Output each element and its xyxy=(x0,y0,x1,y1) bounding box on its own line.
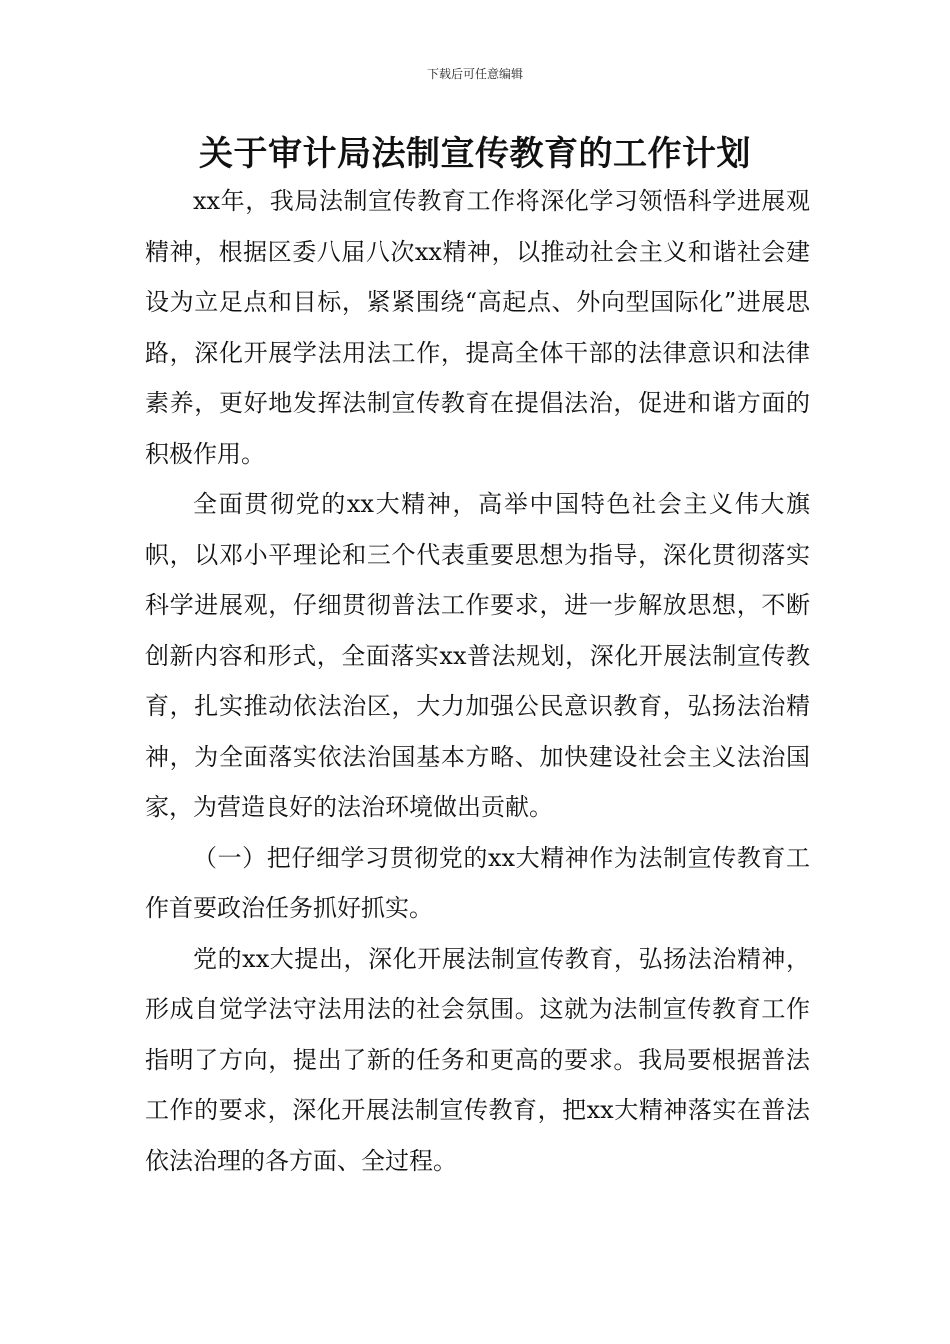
paragraph-guiding-principle: 全面贯彻党的xx大精神，高举中国特色社会主义伟大旗帜，以邓小平理论和三个代表重要思想为指导，深化贯彻落实科学进展观，仔细贯彻普法工作要求，进一步解放思想，不断创新内容和形式，全面落实xx普法规划，深化开展法制宣传教育，扎实推动依法治区，大力加强公民意识教育，弘扬法治精神，为全面落实依法治国基本方略、加快建设社会主义法治国家，为营造良好的法治环境做出贡献。 xyxy=(145,490,810,821)
paragraph-section-body-1: 党的xx大提出，深化开展法制宣传教育，弘扬法治精神，形成自觉学法守法用法的社会氛围。这就为法制宣传教育工作指明了方向，提出了新的任务和更高的要求。我局要根据普法工作的要求，深化开展法制宣传教育，把xx大精神落实在普法依法治理的各方面、全过程。 xyxy=(145,944,810,1175)
paragraph-intro: xx年，我局法制宣传教育工作将深化学习领悟科学进展观精神，根据区委八届八次xx精神，以推动社会主义和谐社会建设为立足点和目标，紧紧围绕“高起点、外向型国际化”进展思路，深化开展学法用法工作，提高全体干部的法律意识和法律素养，更好地发挥法制宣传教育在提倡法治，促进和谐方面的积极作用。 xyxy=(145,187,810,468)
document-title: 关于审计局法制宣传教育的工作计划 xyxy=(199,134,751,174)
paragraph-section-heading-1: （一）把仔细学习贯彻党的xx大精神作为法制宣传教育工作首要政治任务抓好抓实。 xyxy=(145,843,810,922)
document-body xyxy=(145,176,810,1186)
header-note: 下载后可任意编辑 xyxy=(426,67,523,81)
